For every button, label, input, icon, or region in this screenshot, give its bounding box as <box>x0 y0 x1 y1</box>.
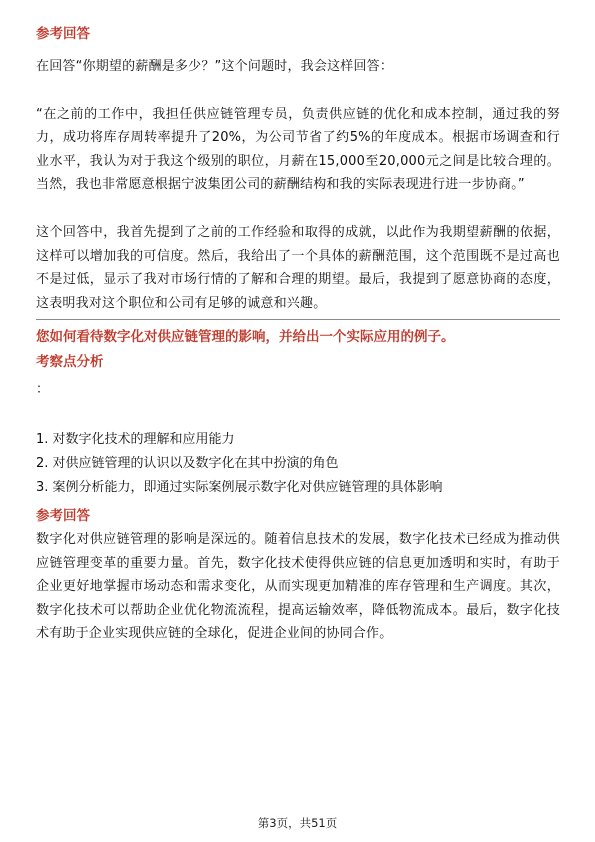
list-item: 2. 对供应链管理的认识以及数字化在其中扮演的角色 <box>36 455 339 471</box>
document-page <box>36 18 560 646</box>
analysis-points-list <box>36 428 560 500</box>
answer-heading: 参考回答 <box>36 26 90 42</box>
answer-body: 数字化对供应链管理的影响是深远的。随着信息技术的发展，数字化技术已经成为推动供应链管理变革的重要力量。首先，数字化技术使得供应链的信息更加透明和实时，有助于企业更好地掌握市场动态和需求变化，从而实现更加精准的库存管理和生产调度。其次，数字化技术可以帮助企业优化物流流程，提高运输效率，降低物流成本。最后，数字化技术有助于企业实现供应链的全球化，促进企业间的协同合作。 <box>36 531 560 642</box>
analysis-colon: ： <box>36 382 50 398</box>
answer-explanation: 这个回答中，我首先提到了之前的工作经验和取得的成就，以此作为我期望薪酬的依据，这样可以增加我的可信度。然后，我给出了一个具体的薪酬范围，这个范围既不是过高也不是过低，显示了我对市场行情的了解和合理的期望。最后，我提到了愿意协商的态度，这表明我对这个职位和公司有足够的诚意和兴趣。 <box>36 224 560 311</box>
answer-intro: 在回答“你期望的薪酬是多少？”这个问题时，我会这样回答： <box>36 59 394 74</box>
answer-quote: “在之前的工作中，我担任供应链管理专员，负责供应链的优化和成本控制，通过我的努力，成功将库存周转率提升了20%，为公司节省了约5%的年度成本。根据市场调查和行业水平，我认为对于我这个级别的职位，月薪在15,000至20,000元之间是比较合理的。当然，我也非常愿意根据宁波集团公司的薪酬结构和我的实际表现进行进一步协商。” <box>36 106 560 193</box>
page-number: 第3页，共51页 <box>257 816 338 830</box>
list-item: 3. 案例分析能力，即通过实际案例展示数字化对供应链管理的具体影响 <box>36 479 443 495</box>
list-item: 1. 对数字化技术的理解和应用能力 <box>36 431 235 447</box>
question-title: 您如何看待数字化对供应链管理的影响，并给出一个实际应用的例子。 <box>36 329 455 346</box>
analysis-heading: 考察点分析 <box>36 354 104 371</box>
section-divider <box>36 319 560 320</box>
answer-heading-2: 参考回答 <box>36 507 90 524</box>
